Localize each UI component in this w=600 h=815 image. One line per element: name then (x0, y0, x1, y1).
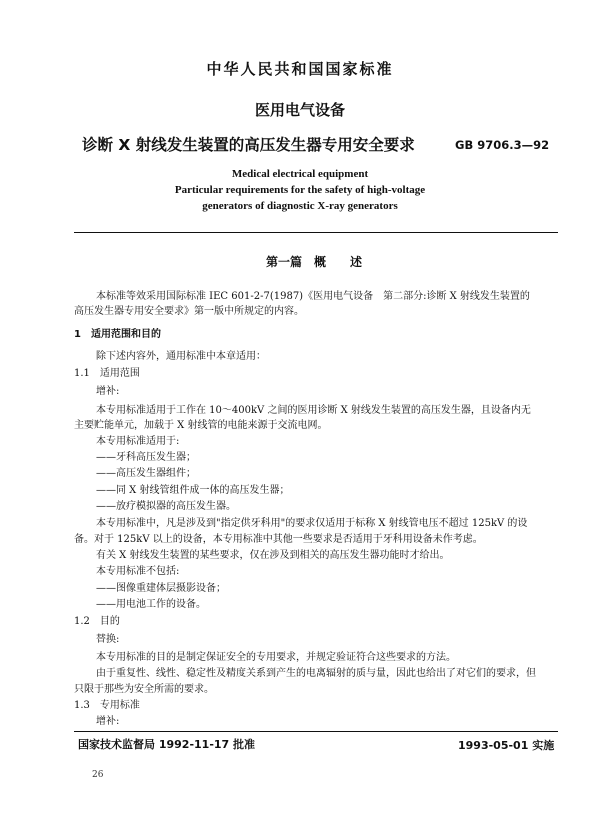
clause-line: ——同 X 射线管组件成一体的高压发生器； (96, 485, 290, 496)
page-number: 26 (92, 770, 104, 780)
section-1-text: 除下述内容外，通用标准中本章适用： (96, 351, 266, 362)
clause-line: 主要贮能单元，加载于 X 射线管的电能来源于交流电网。 (74, 420, 328, 431)
clause-line: ——图像重建体层摄影设备； (96, 583, 226, 594)
clause-line: 由于重复性、线性、稳定性及精度关系到产生的电离辐射的质与量，因此也给出了对它们的要求，但 (96, 668, 536, 679)
implementation-date: 1993-05-01 实施 (458, 739, 555, 752)
part-heading: 第一篇 概 述 (266, 255, 363, 269)
title-line-2: 诊断 X 射线发生装置的高压发生器专用安全要求 (82, 136, 415, 154)
national-standard-heading: 中华人民共和国国家标准 (206, 60, 394, 78)
clause-line: ——高压发生器组件； (96, 468, 196, 479)
english-title-line: generators of diagnostic X-ray generators (202, 200, 398, 212)
clause-line: ——用电池工作的设备。 (96, 599, 206, 610)
clause-label: 增补: (96, 716, 120, 727)
english-title-line: Medical electrical equipment (231, 168, 369, 180)
clause-label: 替换: (96, 634, 120, 645)
intro-line: 高压发生器专用安全要求》第一版中所规定的内容。 (74, 306, 304, 317)
clause-line: 本专用标准不包括: (96, 566, 180, 577)
clause-line: ——放疗模拟器的高压发生器。 (96, 501, 236, 512)
clause-line: 本专用标准中，凡是涉及到"指定供牙科用"的要求仅适用于标称 X 射线管电压不超过 125kV 的设 (96, 518, 528, 529)
clause-1-3-heading: 1.3 专用标准 (74, 700, 140, 711)
title-line-1: 医用电气设备 (254, 101, 345, 119)
clause-1-2-heading: 1.2 目的 (74, 616, 120, 627)
section-1-heading: 1 适用范围和目的 (74, 329, 161, 340)
clause-line: 本专用标准适用于工作在 10～400kV 之间的医用诊断 X 射线发生装置的高压发生器，且设备内无 (96, 405, 531, 416)
clause-line: 本专用标准的目的是制定保证安全的专用要求，并规定验证符合这些要求的方法。 (96, 652, 456, 663)
approval-date: 国家技术监督局 1992-11-17 批准 (78, 738, 256, 751)
clause-line: ——牙科高压发生器； (96, 452, 196, 463)
clause-line: 只限于那些为安全所需的要求。 (74, 684, 214, 695)
standard-number: GB 9706.3—92 (455, 138, 550, 152)
footer-rule (74, 731, 558, 732)
clause-line: 本专用标准适用于: (96, 436, 180, 447)
header-rule (74, 232, 558, 233)
clause-line: 有关 X 射线发生装置的某些要求，仅在涉及到相关的高压发生器功能时才给出。 (96, 550, 450, 561)
english-title-line: Particular requirements for the safety of high-voltage (174, 184, 426, 196)
clause-line: 备。对于 125kV 以上的设备，本专用标准中其他一些要求是否适用于牙科用设备未作考虑。 (74, 534, 483, 545)
intro-line: 本标准等效采用国际标准 IEC 601-2-7(1987)《医用电气设备 第二部分:诊断 X 射线发生装置的 (96, 291, 530, 302)
clause-label: 增补: (96, 386, 120, 397)
clause-1-1-heading: 1.1 适用范围 (74, 368, 140, 379)
